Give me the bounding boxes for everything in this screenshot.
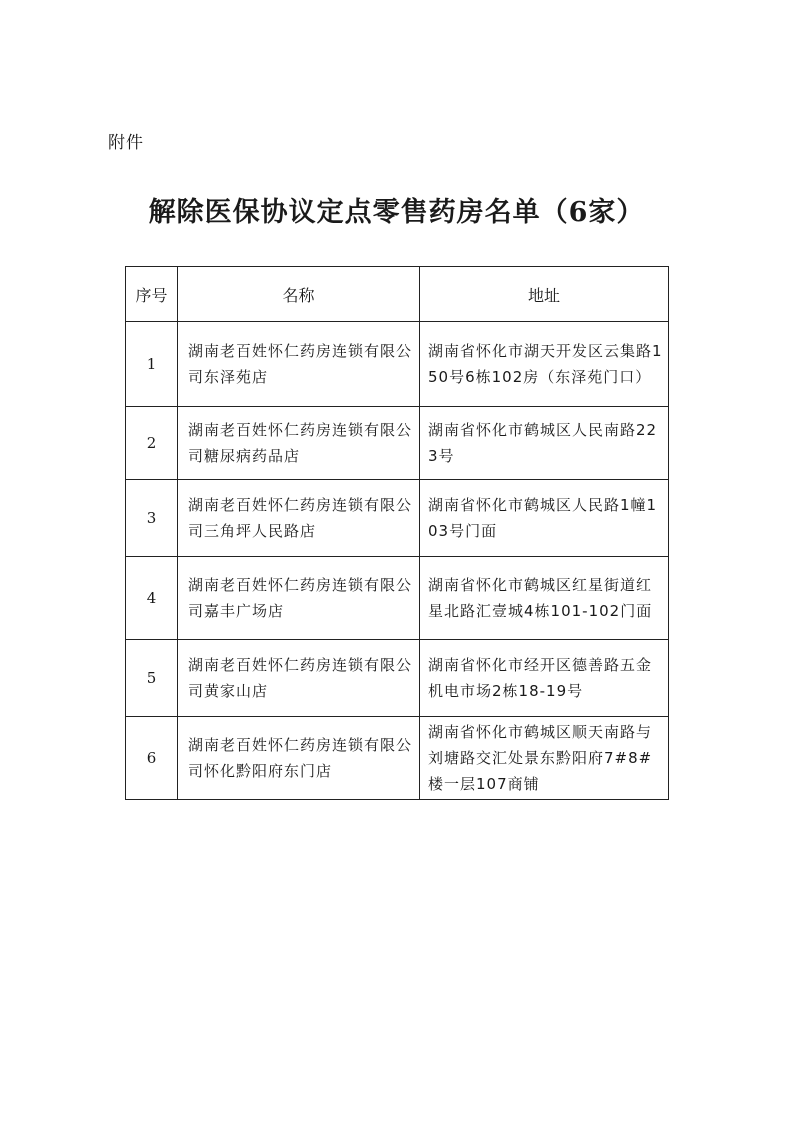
pharmacy-name (178, 407, 420, 480)
pharmacy-address-text: 湖南省怀化市鹤城区顺天南路与刘塘路交汇处景东黔阳府7#8#楼一层107商铺 (428, 723, 653, 793)
pharmacy-name-text: 湖南老百姓怀仁药房连锁有限公司糖尿病药品店 (188, 421, 413, 465)
row-index: 6 (126, 717, 178, 800)
pharmacy-address (420, 640, 669, 717)
pharmacy-name-text: 湖南老百姓怀仁药房连锁有限公司东泽苑店 (188, 342, 413, 386)
pharmacy-address (420, 557, 669, 640)
pharmacy-name-text: 湖南老百姓怀仁药房连锁有限公司三角坪人民路店 (188, 496, 413, 540)
pharmacy-address (420, 480, 669, 557)
pharmacy-address (420, 407, 669, 480)
pharmacy-name (178, 322, 420, 407)
row-index: 5 (126, 640, 178, 717)
row-index: 2 (126, 407, 178, 480)
pharmacy-address (420, 717, 669, 800)
header-address: 地址 (420, 267, 669, 322)
pharmacy-address-text: 湖南省怀化市湖天开发区云集路150号6栋102房（东泽苑门口） (428, 342, 663, 386)
table-row (126, 717, 669, 800)
table-row (126, 480, 669, 557)
row-index: 1 (126, 322, 178, 407)
pharmacy-name (178, 717, 420, 800)
pharmacy-address (420, 322, 669, 407)
attachment-label: 附件 (108, 133, 144, 153)
table-row (126, 322, 669, 407)
table-header-row (126, 267, 669, 322)
pharmacy-address-text: 湖南省怀化市经开区德善路五金机电市场2栋18-19号 (428, 656, 653, 700)
pharmacy-table (125, 266, 669, 800)
pharmacy-name-text: 湖南老百姓怀仁药房连锁有限公司怀化黔阳府东门店 (188, 736, 413, 780)
pharmacy-name-text: 湖南老百姓怀仁药房连锁有限公司黄家山店 (188, 656, 413, 700)
header-name: 名称 (178, 267, 420, 322)
document-title: 解除医保协议定点零售药房名单（6家） (148, 197, 645, 228)
pharmacy-address-text: 湖南省怀化市鹤城区红星街道红星北路汇壹城4栋101-102门面 (428, 576, 653, 620)
table-row (126, 640, 669, 717)
pharmacy-name (178, 480, 420, 557)
row-index: 3 (126, 480, 178, 557)
row-index: 4 (126, 557, 178, 640)
pharmacy-address-text: 湖南省怀化市鹤城区人民南路223号 (428, 421, 658, 465)
pharmacy-name (178, 640, 420, 717)
pharmacy-name-text: 湖南老百姓怀仁药房连锁有限公司嘉丰广场店 (188, 576, 413, 620)
table-row (126, 557, 669, 640)
table-row (126, 407, 669, 480)
header-index: 序号 (126, 267, 178, 322)
pharmacy-address-text: 湖南省怀化市鹤城区人民路1幢103号门面 (428, 496, 658, 540)
pharmacy-name (178, 557, 420, 640)
